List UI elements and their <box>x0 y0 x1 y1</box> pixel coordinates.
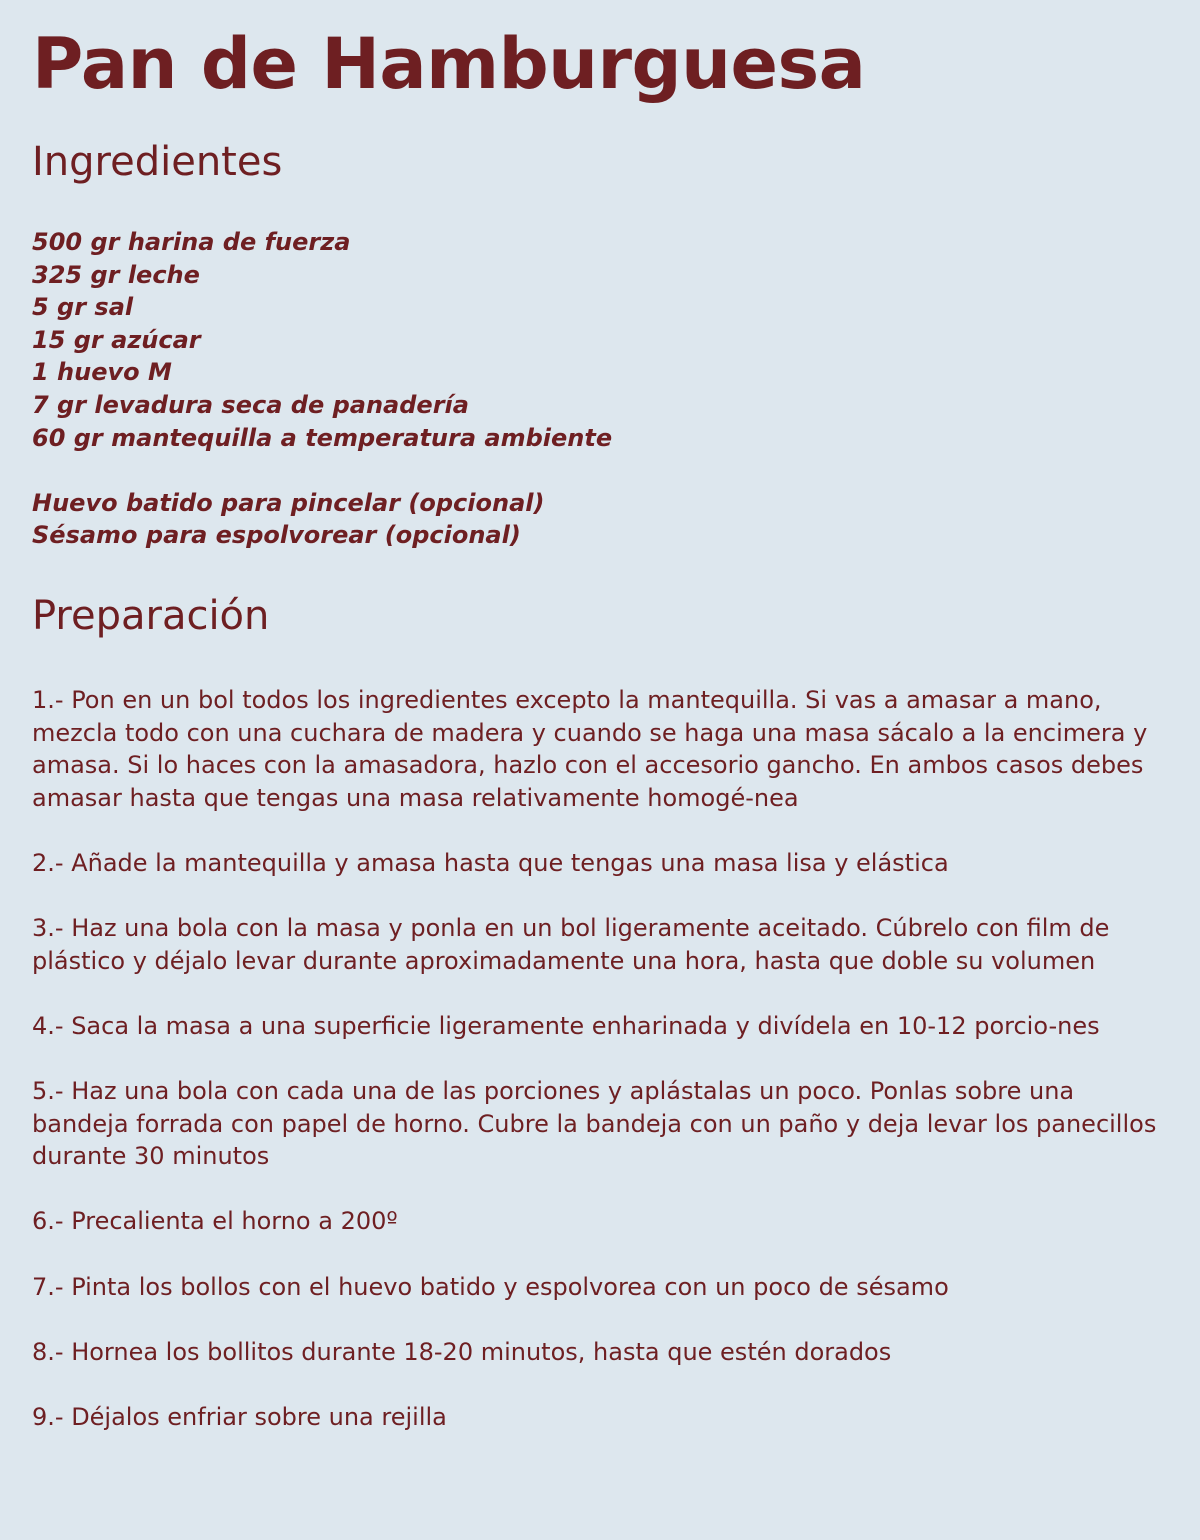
preparation-heading: Preparación <box>32 592 270 639</box>
ingredient-item: 5 gr sal <box>32 293 134 322</box>
page-title: Pan de Hamburguesa <box>32 23 866 105</box>
preparation-step: 7.- Pinta los bollos con el huevo batido y espolvorea con un poco de sésamo <box>32 1272 949 1301</box>
preparation-step: 9.- Déjalos enfriar sobre una rejilla <box>32 1403 447 1431</box>
preparation-step: 8.- Hornea los bollitos durante 18-20 minutos, hasta que estén dorados <box>32 1337 892 1366</box>
preparation-step: 6.- Precalienta el horno a 200º <box>32 1207 398 1236</box>
ingredient-item: 500 gr harina de fuerza <box>32 228 351 256</box>
optional-ingredient-item: Huevo batido para pincelar (opcional) <box>32 488 545 517</box>
ingredients-spacer <box>32 454 1168 487</box>
ingredient-item: 60 gr mantequilla a temperatura ambiente <box>32 423 613 452</box>
ingredient-item: 1 huevo M <box>32 358 172 387</box>
preparation-steps <box>32 684 1168 1434</box>
preparation-step: 5.- Haz una bola con cada una de las porciones y aplástalas un poco. Ponlas sobre una bandeja forrada con papel de horno. Cubre la bandeja con un paño y deja levar los panecillos durante 30 minutos <box>32 1077 1157 1171</box>
preparation-step: 1.- Pon en un bol todos los ingredientes excepto la mantequilla. Si vas a amasar a mano, mezcla todo con una cuchara de madera y cuando se haga una masa sácalo a la encimera y amasa. Si lo haces con la amasadora, hazlo con el accesorio gancho. En ambos casos debes amasar hasta que tengas una masa relativamente homogé-nea <box>32 685 1148 812</box>
preparation-step: 4.- Saca la masa a una superficie ligeramente enharinada y divídela en 10-12 porcio-nes <box>32 1011 1100 1040</box>
ingredient-item: 325 gr leche <box>32 260 200 289</box>
ingredients-heading: Ingredientes <box>32 139 283 185</box>
ingredients-list <box>32 226 1168 552</box>
preparation-step: 3.- Haz una bola con la masa y ponla en un bol ligeramente aceitado. Cúbrelo con film de plástico y déjalo levar durante aproximadamente una hora, hasta que doble su volumen <box>32 914 1110 975</box>
ingredient-item: 15 gr azúcar <box>32 325 201 354</box>
optional-ingredient-item: Sésamo para espolvorear (opcional) <box>32 521 521 550</box>
ingredient-item: 7 gr levadura seca de panadería <box>32 390 469 419</box>
preparation-step: 2.- Añade la mantequilla y amasa hasta que tengas una masa lisa y elástica <box>32 848 949 877</box>
